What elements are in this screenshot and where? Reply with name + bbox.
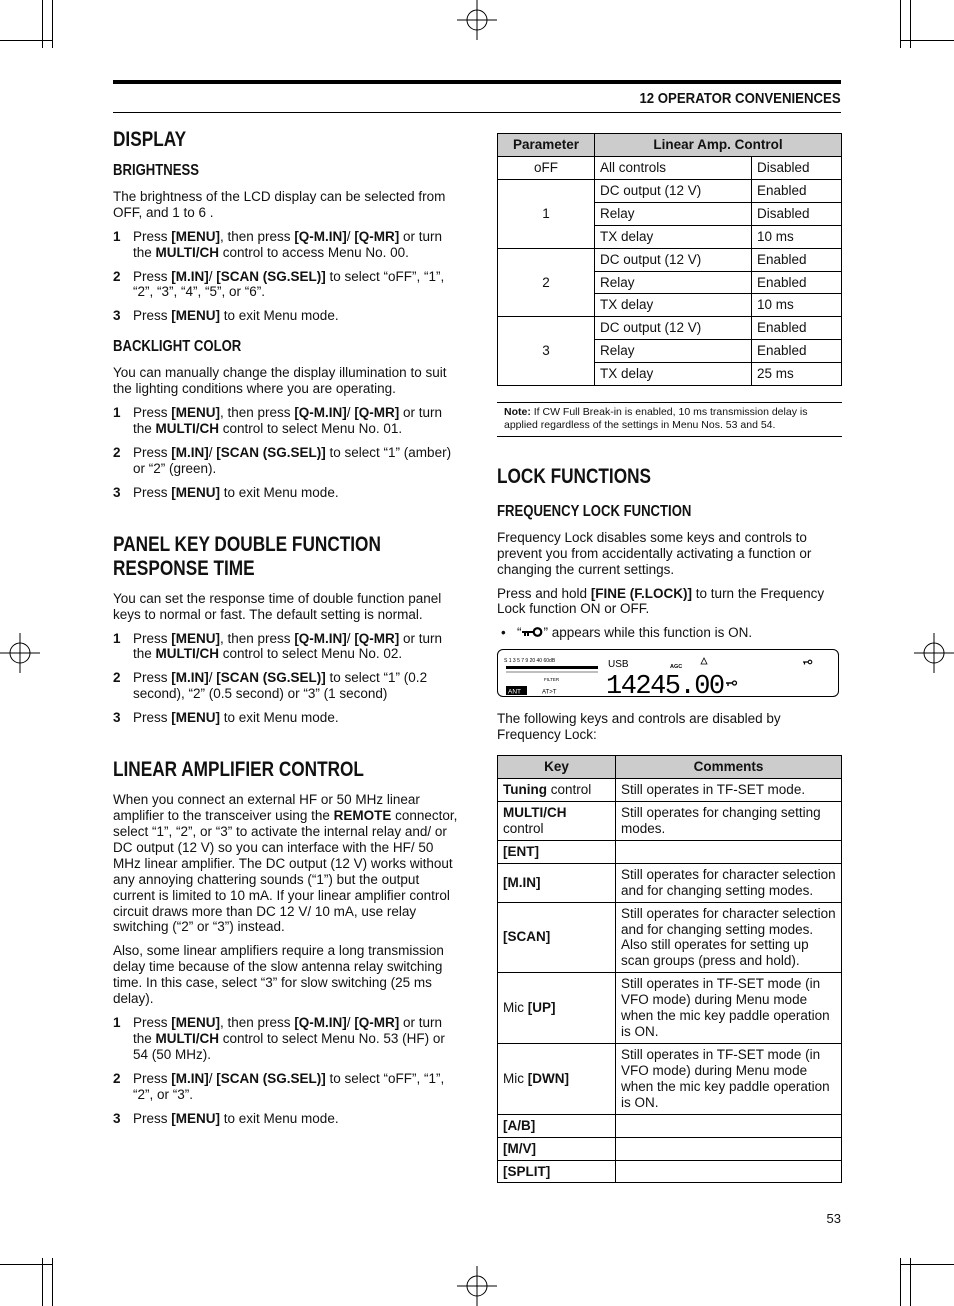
key-cell (498, 840, 616, 863)
linear-amp-table-body (498, 156, 842, 385)
lock-subtitle: FREQUENCY LOCK FUNCTION (497, 502, 692, 520)
text-run: Mic (503, 1000, 528, 1016)
comment-cell: Still operates in TF-SET mode. (616, 779, 842, 802)
parameter-cell: 2 (498, 248, 595, 317)
text-run: or turn the (133, 405, 443, 436)
text-run: Press (133, 405, 172, 421)
bold-text: [M.IN] (171, 268, 209, 284)
state-cell: Disabled (752, 156, 842, 179)
bold-text: [A/B] (503, 1117, 536, 1133)
text-run: / (208, 1070, 217, 1086)
control-cell: DC output (12 V) (595, 179, 752, 202)
comment-cell: Still operates in TF-SET mode (in VFO mode) during Menu mode when the mic key paddle operation is ON. (616, 1043, 842, 1114)
crop-mark (900, 1264, 954, 1265)
bold-text: [MENU] (171, 1015, 221, 1031)
key-cell (498, 1160, 616, 1183)
table-row (498, 317, 842, 340)
step-number: 2 (113, 444, 121, 460)
right-column (497, 133, 842, 1183)
text-run: / (346, 405, 355, 421)
table-row (498, 902, 842, 973)
bold-text: [SCAN (SG.SEL)] (216, 1070, 326, 1086)
table-row (498, 973, 842, 1044)
step-number: 1 (113, 1015, 121, 1031)
bold-text: [MENU] (171, 228, 221, 244)
state-cell: Enabled (752, 271, 842, 294)
brightness-steps (113, 229, 458, 325)
text-run: to exit Menu mode. (220, 484, 339, 500)
table-header: Comments (616, 756, 842, 779)
text-run: or turn the (133, 1015, 443, 1047)
crop-mark (52, 1258, 53, 1306)
linear-amp-p2: Also, some linear amplifiers require a long transmission delay time because of the slow antenna relay switching time. In this case, select “3” for slow switching (25 ms delay). (113, 943, 444, 1007)
step-item (113, 710, 458, 726)
bold-text: [M.IN] (171, 444, 209, 460)
bold-text: [MENU] (171, 484, 221, 500)
lock-p1: Frequency Lock disables some keys and controls to prevent you from accidentally activating a function or changing the current settings. (497, 529, 812, 577)
panel-key-steps (113, 631, 458, 727)
bold-text: [M.IN] (171, 1070, 209, 1086)
backlight-title: BACKLIGHT COLOR (113, 338, 242, 356)
key-cell (498, 1114, 616, 1137)
lcd-warning-icon (701, 658, 707, 664)
bold-text: [Q-MR] (354, 1015, 400, 1031)
display-title: DISPLAY (113, 128, 187, 151)
text-run: Press (133, 1110, 172, 1126)
lcd-graphic (498, 650, 839, 697)
bold-text: MULTI/CH (155, 420, 220, 436)
control-cell: TX delay (595, 225, 752, 248)
step-number: 3 (113, 484, 121, 500)
text-run: to exit Menu mode. (220, 710, 339, 726)
step-item (113, 269, 458, 301)
control-cell: Relay (595, 202, 752, 225)
lock-p2 (497, 586, 842, 618)
text-run: Press and hold (497, 585, 591, 601)
bold-text: [SCAN] (503, 929, 551, 945)
bold-text: [M/V] (503, 1140, 536, 1156)
comment-cell (616, 840, 842, 863)
text-run: to turn the Frequency Lock function ON or OFF. (497, 585, 825, 617)
page-number: 53 (826, 1211, 841, 1226)
note-label: Note: (504, 406, 531, 419)
text-run: Press (133, 228, 172, 244)
bold-text: MULTI/CH (155, 244, 220, 260)
text-run: to select “oFF”, “1”, “2”, or “3”. (133, 1070, 445, 1102)
left-column (113, 128, 458, 1135)
table-row (498, 1137, 842, 1160)
text-run: Press (133, 710, 172, 726)
control-cell: Relay (595, 271, 752, 294)
comment-cell (616, 1160, 842, 1183)
text-run: control (546, 782, 592, 798)
bold-text: MULTI/CH (155, 1031, 220, 1047)
bold-text: [MENU] (171, 630, 221, 646)
bold-text: [DWN] (527, 1070, 569, 1086)
bold-text: [MENU] (171, 405, 221, 421)
text-run: Press (133, 1015, 172, 1031)
text-run: / (208, 268, 217, 284)
bold-text: [UP] (527, 1000, 556, 1016)
table-row (498, 248, 842, 271)
lcd-filter: FILTER (544, 677, 560, 683)
text-run: , then press (220, 1015, 295, 1031)
table-row (498, 1160, 842, 1183)
state-cell: 10 ms (752, 225, 842, 248)
bold-text: [SPLIT] (503, 1163, 551, 1179)
registration-mark-icon (0, 633, 40, 673)
crop-mark (900, 1258, 901, 1306)
key-cell (498, 779, 616, 802)
step-item (113, 445, 458, 477)
comment-cell: Still operates for changing setting modes. (616, 801, 842, 840)
comment-cell: Still operates for character selection and for changing setting modes. Also still operates for setting up scan groups (press and hold). (616, 902, 842, 973)
step-item (113, 1071, 458, 1103)
key-cell (498, 902, 616, 973)
note-text: If CW Full Break-in is enabled, 10 ms transmission delay is applied regardless of the settings in Menu Nos. 53 and 54. (504, 406, 808, 431)
step-item (113, 1015, 458, 1063)
table-row (498, 840, 842, 863)
bold-text: [MENU] (171, 710, 221, 726)
text-run: to select “oFF”, “1”, “2”, “3”, “4”, “5”, or “6”. (133, 268, 445, 300)
key-cell (498, 973, 616, 1044)
state-cell: 10 ms (752, 294, 842, 317)
key-cell (498, 801, 616, 840)
text-run: connector, select “1”, “2”, or “3” to activate the internal relay and/ or DC output (12 V) so you can interface with the HF/ 50 MHz linear amplifier. The DC output (12 V) works without any annoying chattering sounds (“1”) but the output current is limited to 10 mA. If your linear amplifier control circuit draws more than DC 12 V/ 10 mA, use relay switching (“2” or “3”) instead. (113, 808, 458, 935)
table-header: Key (498, 756, 616, 779)
text-run: to select “1” (amber) or “2” (green). (133, 444, 452, 476)
step-item (113, 670, 458, 702)
step-number: 1 (113, 228, 121, 244)
bold-text: [Q-MR] (354, 630, 400, 646)
panel-key-intro: You can set the response time of double function panel keys to normal or fast. The default setting is normal. (113, 590, 442, 622)
step-number: 1 (113, 630, 121, 646)
text-run: Mic (503, 1070, 528, 1086)
lcd-frequency: 14245.00 (606, 672, 724, 698)
step-item (113, 308, 458, 324)
lock-p3: The following keys and controls are disabled by Frequency Lock: (497, 711, 781, 743)
step-item (113, 1111, 458, 1127)
step-number: 1 (113, 405, 121, 421)
text-run: Press (133, 630, 172, 646)
lcd-scale: S 1 3 5 7 9 20 40 60dB (504, 658, 556, 665)
state-cell: Enabled (752, 317, 842, 340)
text-run: When you connect an external HF or 50 MHz linear amplifier to the transceiver using the (113, 792, 420, 824)
registration-mark-icon (457, 1266, 497, 1306)
panel-key-title: PANEL KEY DOUBLE FUNCTION RESPONSE TIME (113, 532, 381, 580)
comment-cell: Still operates for character selection and for changing setting modes. (616, 863, 842, 902)
table-row (498, 179, 842, 202)
text-run: , then press (220, 630, 295, 646)
bold-text: MULTI/CH (503, 804, 567, 820)
text-run: , then press (220, 405, 295, 421)
lcd-mode: USB (608, 659, 629, 671)
key-cell (498, 1137, 616, 1160)
step-number: 3 (113, 308, 121, 324)
note (497, 402, 842, 437)
lcd-agc: AGC (670, 664, 683, 671)
control-cell: DC output (12 V) (595, 317, 752, 340)
crop-mark (910, 1258, 911, 1306)
comment-cell (616, 1137, 842, 1160)
text-run: control to access Menu No. 00. (219, 244, 409, 260)
text-run: Press (133, 670, 172, 686)
step-number: 2 (113, 1070, 121, 1086)
chapter-heading: 12 OPERATOR CONVENIENCES (639, 90, 841, 107)
table-row (498, 1114, 842, 1137)
step-item (113, 631, 458, 663)
text-run: / (208, 670, 217, 686)
lock-icon (521, 627, 543, 638)
key-table-body (498, 779, 842, 1183)
lock-bullet: • “ ” appears while this function is ON. (501, 625, 753, 641)
table-row (498, 863, 842, 902)
step-item (113, 405, 458, 437)
bold-text: [SCAN (SG.SEL)] (216, 444, 326, 460)
comment-cell: Still operates in TF-SET mode (in VFO mode) during Menu mode when the mic key paddle operation is ON. (616, 973, 842, 1044)
registration-mark-icon (457, 0, 497, 40)
step-number: 2 (113, 268, 121, 284)
step-number: 3 (113, 1110, 121, 1126)
step-item (113, 229, 458, 261)
lcd-display (497, 649, 839, 697)
lcd-at: AT>T (542, 689, 557, 696)
backlight-steps (113, 405, 458, 501)
brightness-title: BRIGHTNESS (113, 162, 200, 179)
text-run: to exit Menu mode. (220, 1110, 339, 1126)
bold-text: [SCAN (SG.SEL)] (216, 268, 326, 284)
bold-text: [Q-MR] (354, 228, 400, 244)
table-row (498, 156, 842, 179)
key-table (497, 755, 842, 1183)
crop-mark (900, 40, 954, 41)
step-number: 2 (113, 670, 121, 686)
linear-amp-title: LINEAR AMPLIFIER CONTROL (113, 758, 364, 782)
state-cell: Enabled (752, 340, 842, 363)
bold-text: [SCAN (SG.SEL)] (216, 670, 326, 686)
bold-text: [ENT] (503, 843, 539, 859)
brightness-intro: The brightness of the LCD display can be selected from OFF, and 1 to 6 . (113, 188, 446, 220)
lcd-lock-icon (726, 681, 737, 686)
text-run: to exit Menu mode. (220, 308, 339, 324)
bold-text: [M.IN] (503, 874, 541, 890)
table-row (498, 801, 842, 840)
text-run: control (503, 820, 544, 836)
text-run: Press (133, 1070, 172, 1086)
state-cell: Disabled (752, 202, 842, 225)
header-rule (113, 112, 841, 113)
registration-mark-icon (914, 633, 954, 673)
lcd-ant: ANT (508, 688, 521, 696)
lock-title: LOCK FUNCTIONS (497, 464, 652, 488)
bold-text: [MENU] (171, 1110, 221, 1126)
bold-text: [Q-M.IN] (294, 228, 347, 244)
text-run: Press (133, 308, 172, 324)
bold-text: REMOTE (333, 808, 392, 824)
key-cell (498, 1043, 616, 1114)
crop-mark (910, 0, 911, 48)
parameter-cell: 1 (498, 179, 595, 248)
header-rule (113, 80, 841, 84)
state-cell: 25 ms (752, 363, 842, 386)
control-cell: Relay (595, 340, 752, 363)
backlight-intro: You can manually change the display illumination to suit the lighting conditions where you are operating. (113, 365, 447, 397)
control-cell: TX delay (595, 363, 752, 386)
parameter-cell: oFF (498, 156, 595, 179)
table-row (498, 1043, 842, 1114)
text-run: or turn the (133, 228, 443, 260)
text-run: / (208, 444, 217, 460)
text-run: Press (133, 444, 172, 460)
bold-text: [Q-M.IN] (294, 405, 347, 421)
bold-text: MULTI/CH (155, 646, 220, 662)
linear-amp-steps (113, 1015, 458, 1127)
table-row (498, 779, 842, 802)
text-run: to select “1” (0.2 second), “2” (0.5 second) or “3” (1 second) (133, 670, 428, 702)
crop-mark (0, 40, 52, 41)
bold-text: [Q-M.IN] (294, 630, 347, 646)
text-run: / (346, 630, 355, 646)
parameter-cell: 3 (498, 317, 595, 386)
step-item (113, 485, 458, 501)
crop-mark (42, 1258, 43, 1306)
control-cell: All controls (595, 156, 752, 179)
bold-text: [FINE (F.LOCK)] (590, 585, 693, 601)
text-run: / (346, 228, 355, 244)
control-cell: DC output (12 V) (595, 248, 752, 271)
text-run: Press (133, 268, 172, 284)
comment-cell (616, 1114, 842, 1137)
table-header: Linear Amp. Control (595, 134, 842, 157)
text-run: control to select Menu No. 01. (219, 420, 403, 436)
linear-amp-table (497, 133, 842, 386)
text-run: / (346, 1015, 355, 1031)
step-number: 3 (113, 710, 121, 726)
bold-text: Tuning (503, 782, 547, 798)
text-run: or turn the (133, 630, 443, 662)
bold-text: [Q-MR] (354, 405, 400, 421)
crop-mark (0, 1264, 52, 1265)
state-cell: Enabled (752, 179, 842, 202)
control-cell: TX delay (595, 294, 752, 317)
key-cell (498, 863, 616, 902)
state-cell: Enabled (752, 248, 842, 271)
text-run: control to select Menu No. 53 (HF) or 54 (50 MHz). (133, 1031, 445, 1062)
bold-text: [M.IN] (171, 670, 209, 686)
lcd-lock-icon (803, 660, 812, 664)
bold-text: [MENU] (171, 308, 221, 324)
bold-text: [Q-M.IN] (294, 1015, 347, 1031)
linear-amp-p1 (113, 792, 458, 935)
text-run: control to select Menu No. 02. (219, 646, 403, 662)
crop-mark (52, 0, 53, 48)
text-run: Press (133, 484, 172, 500)
table-header: Parameter (498, 134, 595, 157)
text-run: , then press (220, 228, 295, 244)
